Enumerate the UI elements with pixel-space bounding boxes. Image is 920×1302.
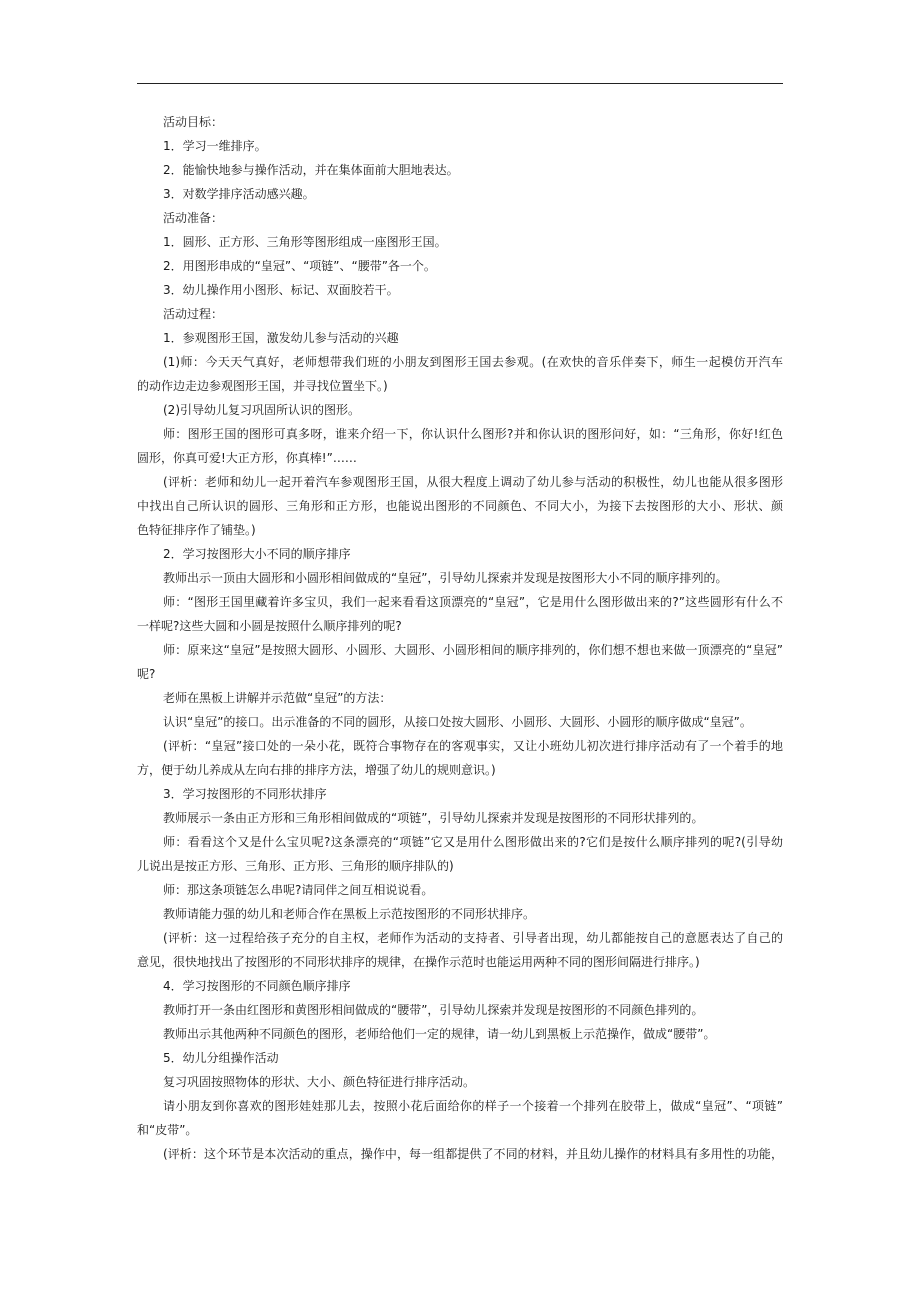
text-line: 色特征排序作了铺垫。): [137, 523, 256, 537]
text-line: 教师打开一条由红图形和黄图形相间做成的“腰带”，引导幼儿探索并发现是按图形的不同颜色排列的。: [163, 1003, 704, 1017]
text-line: 一样呢?这些大圆和小圆是按照什么顺序排列的呢?: [137, 619, 402, 633]
text-line: 教师出示其他两种不同颜色的图形，老师给他们一定的规律，请一幼儿到黑板上示范操作，做成“腰带”。: [163, 1027, 716, 1041]
text-line: 5．幼儿分组操作活动: [163, 1051, 279, 1065]
text-line: (评析：老师和幼儿一起开着汽车参观图形王国，从很大程度上调动了幼儿参与活动的积极性，幼儿也能从很多图形: [163, 475, 783, 489]
document-body: [137, 110, 783, 1166]
text-line: 的动作边走边参观图形王国，并寻找位置坐下。): [137, 379, 388, 393]
text-line: 复习巩固按照物体的形状、大小、颜色特征进行排序活动。: [163, 1075, 476, 1089]
text-line: 教师出示一顶由大圆形和小圆形相间做成的“皇冠”，引导幼儿探索并发现是按图形大小不同的顺序排列的。: [163, 571, 728, 585]
text-line: 4．学习按图形的不同颜色顺序排序: [163, 979, 351, 993]
text-line: 认识“皇冠”的接口。出示准备的不同的圆形，从接口处按大圆形、小圆形、大圆形、小圆形的顺序做成“皇冠”。: [163, 715, 752, 729]
text-line: 师：图形王国的图形可真多呀，谁来介绍一下，你认识什么图形?并和你认识的图形问好，如：“三角形，你好!红色: [163, 427, 783, 441]
text-line: 1．参观图形王国，激发幼儿参与活动的兴趣: [163, 331, 399, 345]
text-line: 和“皮带”。: [137, 1123, 198, 1137]
text-line: 3．学习按图形的不同形状排序: [163, 787, 327, 801]
text-line: 1．圆形、正方形、三角形等图形组成一座图形王国。: [163, 235, 447, 249]
text-line: 2．学习按图形大小不同的顺序排序: [163, 547, 351, 561]
text-line: (2)引导幼儿复习巩固所认识的图形。: [163, 403, 360, 417]
text-line: 1．学习一维排序。: [163, 139, 267, 153]
text-line: (评析：这个环节是本次活动的重点，操作中，每一组都提供了不同的材料，并且幼儿操作的材料具有多用性的功能，: [163, 1147, 783, 1161]
text-line: 活动过程：: [163, 307, 224, 321]
text-line: 3．对数学排序活动感兴趣。: [163, 187, 315, 201]
text-line: 圆形，你真可爱!大正方形，你真棒!”……: [137, 451, 357, 465]
text-line: 中找出自己所认识的圆形、三角形和正方形，也能说出图形的不同颜色、不同大小，为接下去按图形的大小、形状、颜: [137, 499, 783, 513]
text-line: 师：看看这个又是什么宝贝呢?这条漂亮的“项链”它又是用什么图形做出来的?它们是按什么顺序排列的呢?(引导幼: [163, 835, 783, 849]
text-line: 方，便于幼儿养成从左向右排的排序方法，增强了幼儿的规则意识。): [137, 763, 496, 777]
header-rule: [137, 83, 783, 84]
text-line: 教师展示一条由正方形和三角形相间做成的“项链”，引导幼儿探索并发现是按图形的不同形状排列的。: [163, 811, 704, 825]
text-line: (1)师：今天天气真好，老师想带我们班的小朋友到图形王国去参观。(在欢快的音乐伴奏下，师生一起模仿开汽车: [163, 355, 783, 369]
text-line: 儿说出是按正方形、三角形、正方形、三角形的顺序排队的): [137, 859, 454, 873]
text-line: 意见，很快地找出了按图形的不同形状排序的规律，在操作示范时也能运用两种不同的图形间隔进行排序。): [137, 955, 700, 969]
text-line: 3．幼儿操作用小图形、标记、双面胶若干。: [163, 283, 399, 297]
text-line: 请小朋友到你喜欢的图形娃娃那儿去，按照小花后面给你的样子一个接着一个排列在胶带上，做成“皇冠”、“项链”: [163, 1099, 783, 1113]
text-line: 师：“图形王国里藏着许多宝贝，我们一起来看看这顶漂亮的“皇冠”，它是用什么图形做出来的?”这些圆形有什么不: [163, 595, 783, 609]
text-line: (评析：这一过程给孩子充分的自主权，老师作为活动的支持者、引导者出现，幼儿都能按自己的意愿表达了自己的: [163, 931, 783, 945]
text-line: 2．能愉快地参与操作活动，并在集体面前大胆地表达。: [163, 163, 459, 177]
text-line: 师：原来这“皇冠”是按照大圆形、小圆形、大圆形、小圆形相间的顺序排列的，你们想不想也来做一顶漂亮的“皇冠”: [163, 643, 783, 657]
text-line: 教师请能力强的幼儿和老师合作在黑板上示范按图形的不同形状排序。: [163, 907, 536, 921]
text-line: 活动目标：: [163, 115, 224, 129]
text-line: 2．用图形串成的“皇冠”、“项链”、“腰带”各一个。: [163, 259, 436, 273]
text-line: 呢?: [137, 667, 156, 681]
text-line: (评析：“皇冠”接口处的一朵小花，既符合事物存在的客观事实，又让小班幼儿初次进行排序活动有了一个着手的地: [163, 739, 783, 753]
text-line: 老师在黑板上讲解并示范做“皇冠”的方法：: [163, 691, 392, 705]
text-line: 师：那这条项链怎么串呢?请同伴之间互相说说看。: [163, 883, 434, 897]
text-line: 活动准备：: [163, 211, 224, 225]
